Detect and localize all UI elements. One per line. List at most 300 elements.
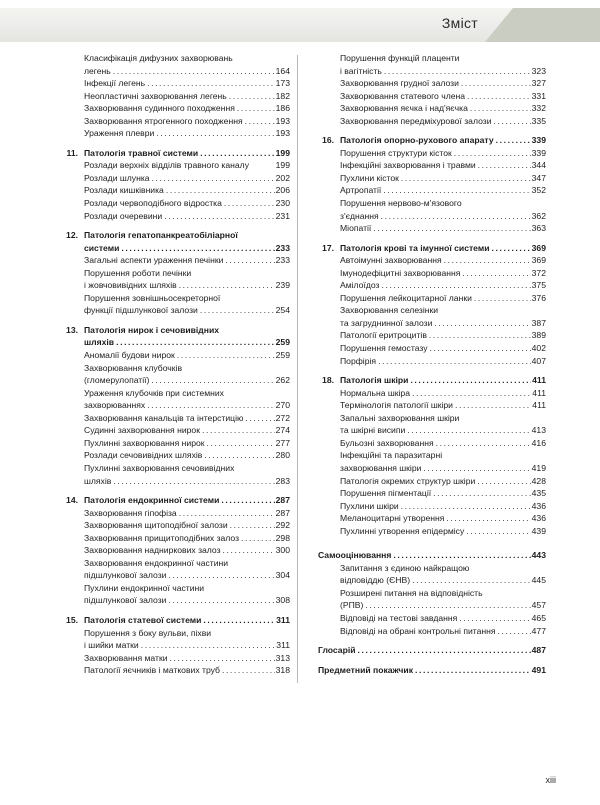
chapter-number: 11. [66,147,78,158]
toc-subentry[interactable] [318,147,546,160]
toc-column-left [62,52,290,677]
leader-dots [203,614,275,627]
toc-entry-title: системи [84,242,120,253]
toc-entry-title: Патологія травної системи [84,147,199,158]
toc-subentry[interactable] [318,90,546,103]
toc-entry-title-line: Захворювання клубочків [84,362,183,373]
toc-entry-line [84,197,290,210]
toc-entry-title-line: Порушення роботи печінки [84,267,192,278]
toc-section-entry[interactable] [318,549,546,562]
toc-entry-title-line: Порушення нервово-м'язового [340,198,462,209]
toc-subentry[interactable] [62,52,290,77]
toc-entry-line [84,664,290,677]
toc-entry-title: (РПВ) [340,600,364,611]
toc-subentry[interactable] [62,172,290,185]
toc-entry-page-number: 199 [275,160,290,171]
toc-entry-title: Розлади кишківника [84,185,164,196]
toc-entry-line [84,159,290,172]
toc-entry-title: Пухлини кісток [340,172,399,183]
toc-entry-page-number: 457 [531,600,546,611]
toc-entry-title-line: Запитання з єдиною найкращою [340,562,470,573]
toc-entry-page-number: 369 [531,242,546,253]
leader-dots [358,644,531,657]
leader-dots [230,519,275,532]
toc-entry-title: шляхів [84,475,112,486]
toc-entry-title: Розлади червоподібного відростка [84,198,222,209]
toc-entry-line [84,519,290,532]
toc-subentry[interactable] [62,387,290,412]
toc-entry-title: підшлункової залози [84,595,167,606]
toc-entry-title: Захворювання судинного походження [84,103,235,114]
toc-entry-page-number: 439 [531,525,546,536]
toc-entry-line [340,487,546,500]
toc-subentry[interactable] [62,664,290,677]
toc-entry-page-number: 233 [275,242,290,253]
toc-entry-title: Глосарій [318,645,356,656]
toc-subentry[interactable] [62,412,290,425]
leader-dots [393,549,530,562]
toc-entry-line [318,644,546,657]
toc-entry-line [340,329,546,342]
leader-dots [381,279,530,292]
toc-entry-page-number: 327 [531,78,546,89]
toc-entry-page-number: 277 [275,437,290,448]
toc-subentry[interactable] [62,254,290,267]
toc-entry-page-number: 323 [531,65,546,76]
toc-subentry[interactable] [62,544,290,557]
toc-entry-page-number: 413 [531,425,546,436]
toc-entry-title: Патологія опорно-рухового апарату [340,135,494,146]
toc-entry-title: Захворювання грудної залози [340,78,459,89]
leader-dots [204,449,274,462]
leader-dots [381,210,531,223]
leader-dots [207,437,275,450]
toc-entry-page-number: 376 [531,292,546,303]
toc-entry-title: і шийки матки [84,640,139,651]
toc-entry-page-number: 332 [531,103,546,114]
toc-entry-page-number: 477 [531,625,546,636]
toc-entry-title: Порушення гемостазу [340,343,428,354]
toc-subentry[interactable] [62,507,290,520]
toc-entry-title: Патологія крові та імунної системи [340,242,490,253]
toc-entry-page-number: 436 [531,500,546,511]
toc-entry-title: Артропатії [340,185,382,196]
leader-dots [202,424,275,437]
toc-entry-title: Розлади верхніх відділів травного каналу [84,160,249,171]
toc-entry-page-number: 199 [275,147,290,158]
leader-dots [433,487,531,500]
toc-entry-title-line: Класифікація дифузних захворювань [84,53,233,63]
leader-dots [141,639,276,652]
toc-entry-page-number: 274 [275,425,290,436]
leader-dots [177,349,275,362]
toc-subentry[interactable] [62,532,290,545]
toc-chapter-entry[interactable] [62,494,290,507]
toc-subentry[interactable] [318,77,546,90]
toc-subentry[interactable] [62,184,290,197]
toc-entry-title: шляхів [84,337,115,348]
toc-entry-line [84,336,290,349]
toc-entry-page-number: 233 [275,255,290,266]
toc-entry-page-number: 487 [531,645,546,656]
toc-entry-line [340,159,546,172]
toc-entry-line [84,475,290,488]
toc-entry-line [84,102,290,115]
leader-dots [225,254,274,267]
toc-subentry[interactable] [62,652,290,665]
toc-entry-line [84,652,290,665]
toc-entry-title: Захворювання матки [84,652,168,663]
toc-subentry[interactable] [318,329,546,342]
toc-subentry[interactable] [62,292,290,317]
toc-entry-title: Предметний покажчик [318,664,414,675]
leader-dots [179,279,275,292]
leader-dots [478,159,531,172]
toc-entry-line [340,525,546,538]
toc-entry-title-line: Розширені питання на відповідність [340,587,483,598]
toc-subentry[interactable] [62,519,290,532]
leader-dots [147,399,274,412]
leader-dots [373,222,530,235]
toc-subentry[interactable] [62,449,290,462]
leader-dots [164,210,274,223]
toc-entry-page-number: 339 [531,135,546,146]
toc-entry-line [84,449,290,462]
leader-dots [401,172,531,185]
toc-subentry[interactable] [318,292,546,305]
toc-entry-page-number: 347 [531,172,546,183]
toc-entry-page-number: 193 [275,128,290,139]
toc-subentry[interactable] [318,487,546,500]
leader-dots [156,127,274,140]
leader-dots [152,172,275,185]
toc-entry-line [340,279,546,292]
toc-subentry[interactable] [318,399,546,412]
toc-entry-page-number: 304 [275,570,290,581]
toc-entry-title: Пухлини шкіри [340,500,399,511]
leader-dots [429,329,531,342]
toc-entry-title: Порушення структури кісток [340,147,452,158]
toc-entry-title: з'єднання [340,210,379,221]
toc-entry-page-number: 416 [531,437,546,448]
toc-entry-title-line: Порушення з боку вульви, піхви [84,627,212,638]
toc-entry-title: Захворювання гіпофіза [84,507,177,518]
toc-entry-line [84,399,290,412]
toc-entry-line [340,625,546,638]
toc-entry-title: Ураження плеври [84,128,155,139]
leader-dots [113,65,275,78]
toc-entry-line [340,210,546,223]
leader-dots [430,342,531,355]
toc-subentry[interactable] [318,475,546,488]
toc-entry-page-number: 254 [275,305,290,316]
toc-entry-page-number: 344 [531,160,546,171]
toc-entry-page-number: 182 [275,90,290,101]
toc-chapter-entry[interactable] [62,147,290,160]
toc-entry-title: Захворювання щитоподібної залози [84,520,228,531]
toc-entry-line [84,242,290,255]
leader-dots [474,292,531,305]
toc-entry-line [84,65,290,78]
toc-entry-page-number: 435 [531,488,546,499]
toc-entry-line [84,412,290,425]
toc-entry-title-line: Ураження клубочків при системних [84,387,224,398]
leader-dots [170,652,275,665]
leader-dots [492,242,531,255]
toc-subentry[interactable] [62,557,290,582]
toc-entry-page-number: 465 [531,612,546,623]
toc-entry-page-number: 230 [275,198,290,209]
toc-subentry[interactable] [318,587,546,612]
toc-subentry[interactable] [318,625,546,638]
toc-subentry[interactable] [318,387,546,400]
toc-entry-line [340,475,546,488]
toc-subentry[interactable] [318,412,546,437]
toc-entry-title: захворюваннях [84,400,146,411]
toc-entry-page-number: 311 [276,614,290,625]
toc-entry-page-number: 445 [531,575,546,586]
toc-subentry[interactable] [318,222,546,235]
leader-dots [462,267,530,280]
toc-entry-title-line: Патологія гепатопанкреатобіліарної [84,230,238,241]
toc-entry-title: (гломерулопатії) [84,375,150,386]
toc-entry-title: Імунодефіцитні захворювання [340,267,461,278]
toc-entry-line [84,349,290,362]
toc-entry-line [84,147,290,160]
toc-entry-page-number: 387 [531,317,546,328]
toc-subentry[interactable] [318,612,546,625]
toc-entry-title: Пухлинні захворювання нирок [84,437,205,448]
toc-subentry[interactable] [318,52,546,77]
toc-entry-title: Самооцінювання [318,550,392,561]
toc-entry-page-number: 287 [275,495,290,506]
toc-entry-title: Розлади очеревини [84,210,163,221]
toc-entry-page-number: 428 [531,475,546,486]
toc-entry-line [84,532,290,545]
toc-entry-line [340,612,546,625]
toc-subentry[interactable] [318,304,546,329]
toc-subentry[interactable] [318,437,546,450]
toc-entry-title: Судинні захворювання нирок [84,425,200,436]
toc-entry-line [84,210,290,223]
leader-dots [470,102,531,115]
toc-subentry[interactable] [318,562,546,587]
toc-section-entry[interactable] [318,644,546,657]
toc-entry-line [84,614,290,627]
toc-entry-page-number: 443 [531,550,546,561]
folio-page-number: xiii [545,775,556,785]
toc-entry-line [340,599,546,612]
toc-entry-title: Бульозні захворювання [340,437,434,448]
toc-entry-page-number: 206 [275,185,290,196]
table-of-contents [0,52,600,752]
leader-dots [444,254,531,267]
toc-entry-title: Захворювання яєчка і над'яєчка [340,103,468,114]
toc-entry-title: Загальні аспекти ураження печінки [84,255,224,266]
toc-entry-page-number: 363 [531,223,546,234]
toc-subentry[interactable] [62,267,290,292]
toc-subentry[interactable] [318,184,546,197]
toc-entry-title: Пухлинні утворення епідермісу [340,525,465,536]
toc-subentry[interactable] [62,582,290,607]
toc-entry-line [340,292,546,305]
toc-subentry[interactable] [318,197,546,222]
chapter-number: 12. [66,230,78,241]
toc-entry-page-number: 369 [531,255,546,266]
toc-subentry[interactable] [62,115,290,128]
toc-chapter-entry[interactable] [318,242,546,255]
toc-subentry[interactable] [62,159,290,172]
toc-chapter-entry[interactable] [318,374,546,387]
leader-dots [410,374,531,387]
toc-entry-title: Аномалії будови нирок [84,350,175,361]
toc-subentry[interactable] [62,349,290,362]
toc-entry-page-number: 389 [531,330,546,341]
toc-subentry[interactable] [62,127,290,140]
leader-dots [454,147,531,160]
toc-chapter-entry[interactable] [318,134,546,147]
leader-dots [222,664,275,677]
toc-entry-line [340,254,546,267]
toc-entry-title-line: Пухлини ендокринної частини [84,582,205,593]
toc-entry-line [84,374,290,387]
toc-subentry[interactable] [318,355,546,368]
toc-entry-title: Порфірія [340,355,377,366]
leader-dots [116,336,275,349]
leader-dots [498,625,531,638]
toc-entry-page-number: 352 [531,185,546,196]
toc-entry-line [84,639,290,652]
toc-entry-line [340,342,546,355]
toc-entry-title: Патологія окремих структур шкіри [340,475,476,486]
leader-dots [401,500,531,513]
toc-entry-title-line: Захворювання селезінки [340,305,439,316]
toc-subentry[interactable] [62,102,290,115]
toc-entry-title: Захворювання надниркових залоз [84,545,221,556]
toc-chapter-entry[interactable] [62,614,290,627]
toc-subentry[interactable] [318,254,546,267]
toc-subentry[interactable] [62,462,290,487]
leader-dots [241,532,275,545]
toc-subentry[interactable] [62,90,290,103]
toc-subentry[interactable] [318,449,546,474]
toc-entry-title: Неопластичні захворювання легень [84,90,227,101]
toc-entry-title-line: Порушення функцій плаценти [340,53,460,63]
toc-subentry[interactable] [62,424,290,437]
leader-dots [423,462,530,475]
toc-entry-page-number: 372 [531,267,546,278]
leader-dots [494,115,531,128]
toc-entry-line [84,424,290,437]
toc-entry-page-number: 259 [275,337,290,348]
toc-entry-line [340,399,546,412]
chapter-number: 18. [322,375,334,386]
leader-dots [415,664,531,677]
toc-entry-title: Амілоїдоз [340,280,380,291]
leader-dots [365,599,530,612]
chapter-number: 17. [322,242,334,253]
toc-subentry[interactable] [318,279,546,292]
toc-entry-title-line: Порушення зовнішньосекреторної [84,292,221,303]
toc-entry-title: Міопатії [340,223,372,234]
leader-dots [496,134,531,147]
toc-entry-page-number: 331 [531,90,546,101]
leader-dots [467,90,531,103]
toc-subentry[interactable] [318,525,546,538]
toc-subentry[interactable] [318,102,546,115]
toc-entry-title-line: Захворювання ендокринної частини [84,557,229,568]
toc-entry-page-number: 298 [275,532,290,543]
toc-entry-page-number: 375 [531,280,546,291]
toc-entry-title: Захворювання передміхурової залози [340,115,492,126]
leader-dots [168,569,274,582]
toc-entry-title: Патологія шкіри [340,375,409,386]
toc-entry-line [340,184,546,197]
toc-entry-line [84,115,290,128]
toc-entry-line [84,569,290,582]
toc-subentry[interactable] [318,159,546,172]
toc-entry-page-number: 283 [275,475,290,486]
toc-chapter-entry[interactable] [62,324,290,349]
leader-dots [434,317,530,330]
toc-subentry[interactable] [318,342,546,355]
toc-entry-page-number: 239 [275,280,290,291]
toc-subentry[interactable] [62,362,290,387]
toc-entry-line [340,222,546,235]
toc-entry-line [340,102,546,115]
toc-entry-page-number: 308 [275,595,290,606]
toc-entry-title-line: Інфекційні та паразитарні [340,450,443,461]
leader-dots [224,197,275,210]
toc-entry-line [84,127,290,140]
chapter-number: 15. [66,614,78,625]
toc-entry-page-number: 280 [275,450,290,461]
toc-subentry[interactable] [62,437,290,450]
toc-entry-line [340,242,546,255]
toc-entry-title: Патології еритроцитів [340,330,427,341]
toc-section-entry[interactable] [318,664,546,677]
toc-entry-page-number: 164 [275,65,290,76]
leader-dots [229,90,275,103]
toc-entry-page-number: 362 [531,210,546,221]
toc-subentry[interactable] [318,267,546,280]
leader-dots [436,437,531,450]
chapter-number: 16. [322,135,334,146]
toc-entry-title: Нормальна шкіра [340,387,410,398]
toc-entry-line [340,462,546,475]
toc-subentry[interactable] [318,512,546,525]
toc-subentry[interactable] [62,210,290,223]
toc-subentry[interactable] [62,77,290,90]
toc-subentry[interactable] [318,500,546,513]
toc-chapter-entry[interactable] [62,229,290,254]
toc-entry-title: Автоімунні захворювання [340,255,442,266]
leader-dots [147,77,275,90]
leader-dots [245,412,274,425]
toc-subentry[interactable] [318,172,546,185]
toc-entry-page-number: 311 [276,640,290,651]
toc-entry-title: захворювання шкіри [340,462,422,473]
leader-dots [407,424,530,437]
toc-entry-page-number: 272 [275,412,290,423]
toc-subentry[interactable] [62,197,290,210]
leader-dots [179,507,275,520]
leader-dots [461,77,531,90]
toc-subentry[interactable] [318,115,546,128]
toc-subentry[interactable] [62,627,290,652]
page-title: Зміст [441,15,478,31]
leader-dots [168,594,274,607]
